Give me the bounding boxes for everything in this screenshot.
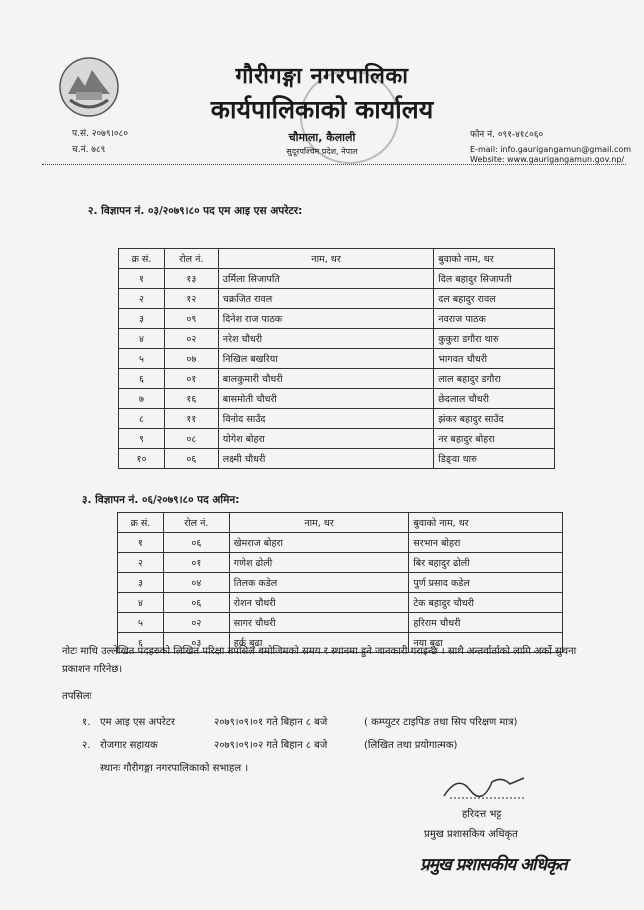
signatory-name: हरिदत्त भट्ट [462, 809, 502, 820]
cell-father: भागवत चौधरी [434, 349, 555, 369]
cell-sn: ६ [119, 369, 165, 389]
cell-sn: १ [118, 533, 164, 553]
cell-sn: ३ [119, 309, 165, 329]
cell-father: कुकुरा डगौरा थारु [434, 329, 555, 349]
schedule-type-1: ( कम्प्युटर टाइपिङ तथा सिप परिक्षण मात्र) [364, 717, 518, 728]
table-row [119, 449, 555, 469]
cell-name: सागर चौधरी [229, 613, 409, 633]
header-sn: क्र सं. [119, 249, 165, 269]
cell-sn: ३ [118, 573, 164, 593]
cell-father: बिर बहादुर ढोली [409, 553, 563, 573]
cell-roll: ०१ [163, 553, 229, 573]
header-father: बुवाको नाम, थर [409, 513, 563, 533]
header-divider [42, 164, 626, 165]
mis-operator-table [118, 248, 555, 469]
chalani-number: च.नं. ७८९ [72, 145, 106, 155]
designation-stamp: प्रमुख प्रशासकीय अधिकृत [420, 855, 567, 875]
table-row [119, 309, 555, 329]
note-text: नोटः माथि उल्लेखित पदहरुको लिखित परिक्षा तपसिल बमोजिमको समय र स्थानमा हुने जानकारी गराइन्छ । साथै अन्तर्वार्ताको लागि अर्को सुचना प्रकाशन गरिनेछ। [62, 646, 577, 675]
cell-father: दल बहादुर रावल [434, 289, 555, 309]
cell-name: निखिल बखरिया [218, 349, 433, 369]
header-roll: रोल नं. [163, 513, 229, 533]
table-header-row [119, 249, 555, 269]
org-name: गौरीगङ्गा नगरपालिका [235, 64, 409, 89]
table-row [119, 269, 555, 289]
cell-father: नवराज पाठक [434, 309, 555, 329]
table-row [118, 553, 563, 573]
signatory-designation: प्रमुख प्रशासकिय अधिकृत [424, 829, 518, 840]
cell-name: बासमोती चौधरी [218, 389, 433, 409]
cell-name: बालकुमारी चौधरी [218, 369, 433, 389]
cell-roll: ०६ [164, 449, 218, 469]
table-row [119, 349, 555, 369]
schedule-num-1: १. [82, 717, 91, 728]
cell-name: नरेश चौधरी [218, 329, 433, 349]
cell-roll: ०६ [163, 593, 229, 613]
cell-roll: १२ [164, 289, 218, 309]
cell-roll: ०२ [163, 613, 229, 633]
header-father: बुवाको नाम, थर [434, 249, 555, 269]
table-row [118, 613, 563, 633]
address-place: चौमाला, कैलाली [288, 131, 356, 144]
cell-name: रोशन चौधरी [229, 593, 409, 613]
cell-name: चक्रजित रावल [218, 289, 433, 309]
schedule-num-2: २. [82, 740, 91, 751]
patra-sankhya: प.सं. २०७९।०८० [72, 129, 128, 139]
table-row [118, 593, 563, 613]
cell-name: दिनेश राज पाठक [218, 309, 433, 329]
amin-table [117, 512, 563, 653]
table-row [119, 389, 555, 409]
cell-name: योगेश बोहरा [218, 429, 433, 449]
header-name: नाम, थर [218, 249, 433, 269]
section-2-title: २. विज्ञापन नं. ०३/२०७९।८० पद एम आइ एस अपरेटर: [88, 205, 303, 217]
cell-sn: २ [119, 289, 165, 309]
cell-father: डिङ्वा थारु [434, 449, 555, 469]
cell-roll: ११ [164, 409, 218, 429]
table-row [119, 289, 555, 309]
table-row [119, 369, 555, 389]
cell-father: हरिराम चौधरी [409, 613, 563, 633]
schedule-date-2: २०७९।०९।०२ गते बिहान ८ बजे [214, 740, 328, 751]
office-name: कार्यपालिकाको कार्यालय [210, 95, 434, 124]
cell-name: उर्मिला सिजापति [218, 269, 433, 289]
cell-roll: ०८ [164, 429, 218, 449]
cell-roll: १३ [164, 269, 218, 289]
table-row [119, 329, 555, 349]
cell-name: खेमराज बोहरा [229, 533, 409, 553]
cell-sn: ४ [119, 329, 165, 349]
schedule-post-1: एम आइ एस अपरेटर [100, 717, 176, 728]
cell-roll: ०२ [164, 329, 218, 349]
schedule-date-1: २०७९।०९।०१ गते बिहान ८ बजे [214, 717, 328, 728]
cell-sn: ९ [119, 429, 165, 449]
table-row [119, 429, 555, 449]
schedule-post-2: रोजगार सहायक [100, 740, 158, 751]
cell-father: सरभान बोहरा [409, 533, 563, 553]
cell-sn: ८ [119, 409, 165, 429]
cell-father: टेक बहादुर चौधरी [409, 593, 563, 613]
signature-scribble-icon [440, 770, 530, 806]
cell-roll: ०६ [163, 533, 229, 553]
cell-sn: २ [118, 553, 164, 573]
cell-name: विनोद साउँद [218, 409, 433, 429]
website-address: Website: www.gaurigangamun.gov.np/ [470, 155, 625, 164]
cell-sn: ७ [119, 389, 165, 409]
cell-name: तिलक कडेल [229, 573, 409, 593]
cell-roll: ०३ [163, 633, 229, 653]
cell-sn: ४ [118, 593, 164, 613]
cell-sn: १० [119, 449, 165, 469]
email-address: E-mail: info.gaurigangamun@gmail.com [470, 145, 632, 154]
cell-name: हर्क बुढा [229, 633, 409, 653]
cell-roll: ०९ [164, 309, 218, 329]
table-row [119, 409, 555, 429]
cell-sn: १ [119, 269, 165, 289]
section-3-title: ३. विज्ञापन नं. ०६/२०७९।८० पद अमिन: [82, 494, 240, 506]
schedule-type-2: (लिखित तथा प्रयोगात्मक) [364, 740, 458, 751]
cell-roll: ०४ [163, 573, 229, 593]
cell-name: लक्ष्मी चौधरी [218, 449, 433, 469]
cell-father: नया बुढा [409, 633, 563, 653]
cell-father: दिल बहादुर सिजापती [434, 269, 555, 289]
address-province: सुदूरपश्चिम प्रदेश, नेपाल [286, 147, 358, 156]
cell-father: पुर्ण प्रसाद कडेल [409, 573, 563, 593]
cell-sn: ६ [118, 633, 164, 653]
cell-roll: १६ [164, 389, 218, 409]
cell-name: गणेश ढोली [229, 553, 409, 573]
phone-number: फोन नं. ०९१-४१८०६० [470, 130, 544, 140]
header-roll: रोल नं. [164, 249, 218, 269]
cell-roll: ०७ [164, 349, 218, 369]
venue-text: स्थानः गौरीगङ्गा नगरपालिकाको सभाहल । [100, 763, 249, 774]
cell-roll: ०१ [164, 369, 218, 389]
cell-father: नर बहादुर बोहरा [434, 429, 555, 449]
table-row [118, 533, 563, 553]
table-header-row [118, 513, 563, 533]
cell-sn: ५ [118, 613, 164, 633]
cell-father: झंकर बहादुर साउँद [434, 409, 555, 429]
table-row [118, 573, 563, 593]
header-sn: क्र सं. [118, 513, 164, 533]
cell-father: छेदलाल चौधरी [434, 389, 555, 409]
header-name: नाम, थर [229, 513, 409, 533]
cell-father: लाल बहादुर डगौरा [434, 369, 555, 389]
cell-sn: ५ [119, 349, 165, 369]
tapsil-label: तपसिलः [62, 691, 92, 702]
